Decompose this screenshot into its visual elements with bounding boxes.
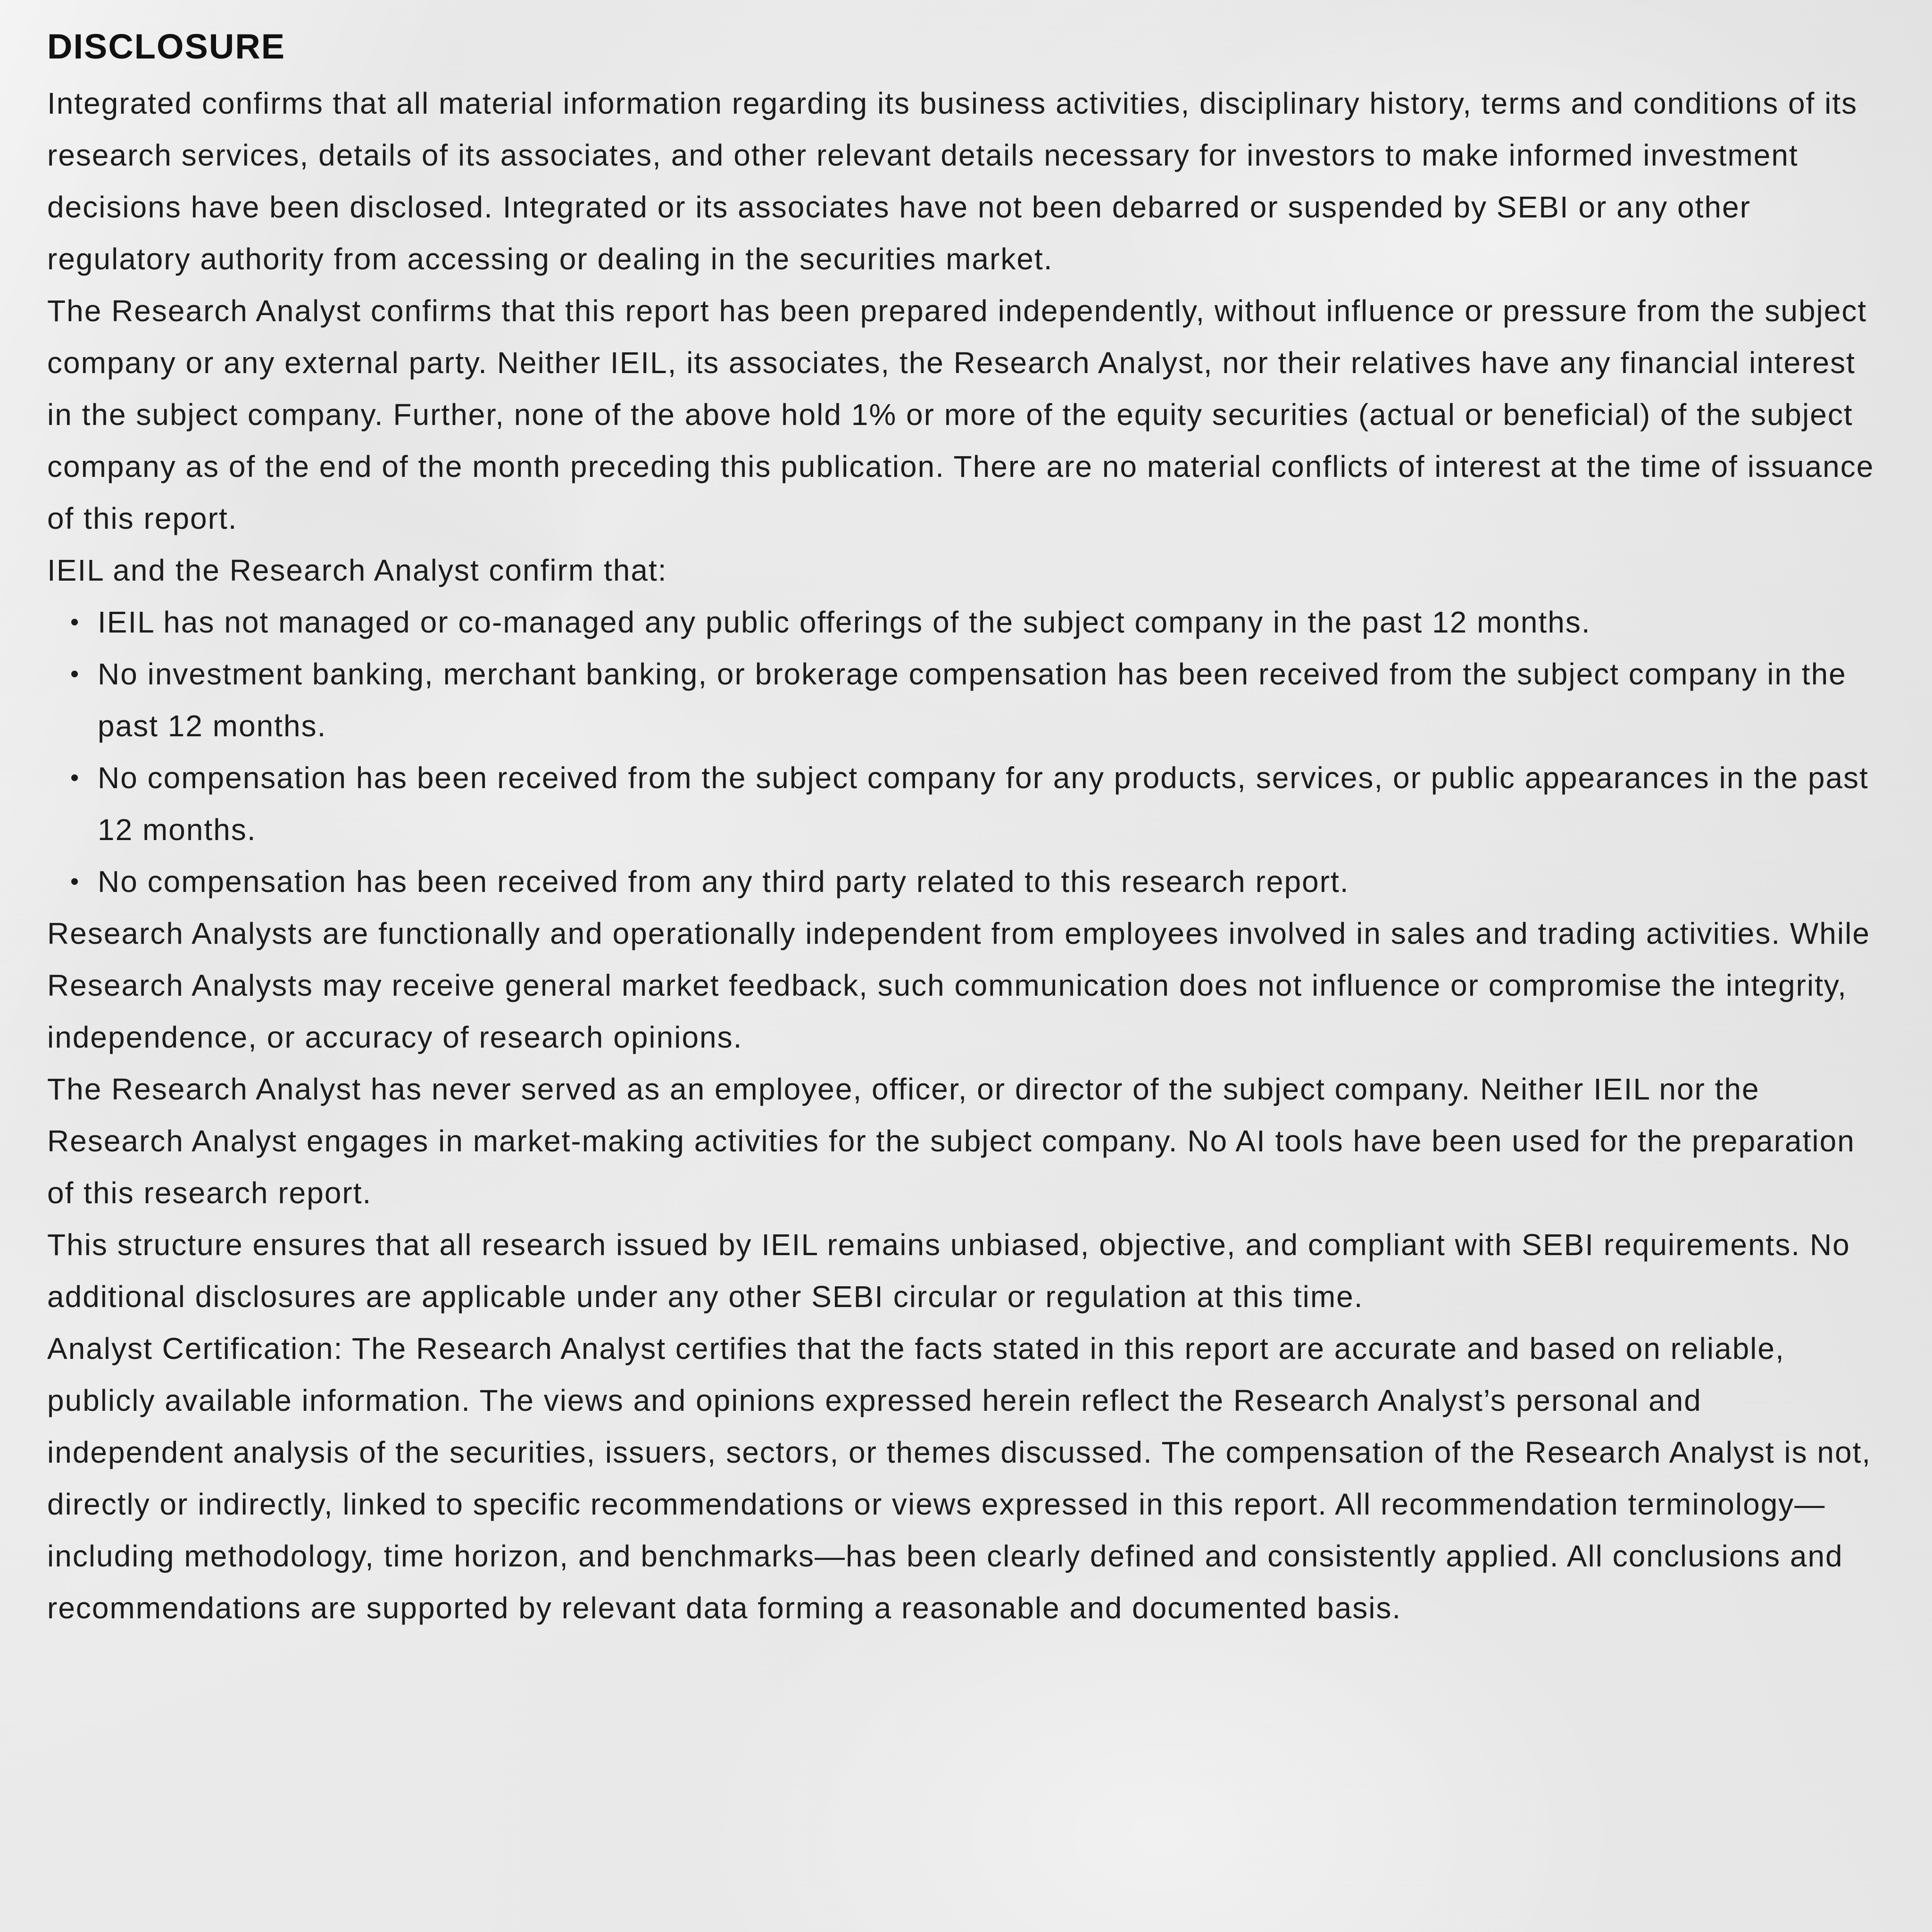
paragraph-disclosure-intro: Integrated confirms that all material information regarding its business activities, disciplinary history, terms and conditions of its research services, details of its associates, and other relevant details necessary for investors to make informed investment decisions have been disclosed. Integrated or its associates have not been debarred or suspended by SEBI or any other regulatory authority from accessing or dealing in the securities market. [47, 86, 1858, 276]
list-item-public-offerings: • IEIL has not managed or co-managed any public offerings of the subject company in the past 12 months. [68, 596, 1885, 648]
list-item-third-party-compensation: • No compensation has been received from any third party related to this research report. [68, 856, 1885, 908]
list-item-banking-compensation: • No investment banking, merchant banking, or brokerage compensation has been received from the subject company in the past 12 months. [68, 648, 1885, 752]
paragraph-analyst-certification: Analyst Certification: The Research Analyst certifies that the facts stated in this report are accurate and based on reliable, publicly available information. The views and opinions expressed herein reflect the Research Analyst’s personal and independent analysis of the securities, issuers, sectors, or themes discussed. The compensation of the Research Analyst is not, directly or indirectly, linked to specific recommendations or views expressed in this report. All recommendation terminology—including methodology, time horizon, and benchmarks—has been clearly defined and consistently applied. All conclusions and recommendations are supported by relevant data forming a reasonable and documented basis. [47, 1332, 1872, 1625]
page-title: DISCLOSURE [47, 27, 286, 66]
paragraph-functional-independence: Research Analysts are functionally and operationally independent from employees involved in sales and trading activities. While Research Analysts may receive general market feedback, such communication does not influence or compromise the integrity, independence, or accuracy of research opinions. [47, 916, 1870, 1054]
disclosure-bullet-list [47, 596, 1885, 908]
list-item-products-services-compensation: • No compensation has been received from the subject company for any products, services, or public appearances in the past 12 months. [68, 752, 1885, 856]
paragraph-analyst-independence: The Research Analyst confirms that this report has been prepared independently, without influence or pressure from the subject company or any external party. Neither IEIL, its associates, the Research Analyst, nor their relatives have any financial interest in the subject company. Further, none of the above hold 1% or more of the equity securities (actual or beneficial) of the subject company as of the end of the month preceding this publication. There are no material conflicts of interest at the time of issuance of this report. [47, 294, 1874, 535]
paragraph-no-employment-market-making: The Research Analyst has never served as an employee, officer, or director of the subject company. Neither IEIL nor the Research Analyst engages in market-making activities for the subject company. No AI tools have been used for the preparation of this research report. [47, 1072, 1855, 1210]
paragraph-sebi-compliance: This structure ensures that all research issued by IEIL remains unbiased, objective, and compliant with SEBI requirements. No additional disclosures are applicable under any other SEBI circular or regulation at this time. [47, 1228, 1850, 1314]
paragraph-confirmation-lead-in: IEIL and the Research Analyst confirm that: [47, 553, 667, 587]
